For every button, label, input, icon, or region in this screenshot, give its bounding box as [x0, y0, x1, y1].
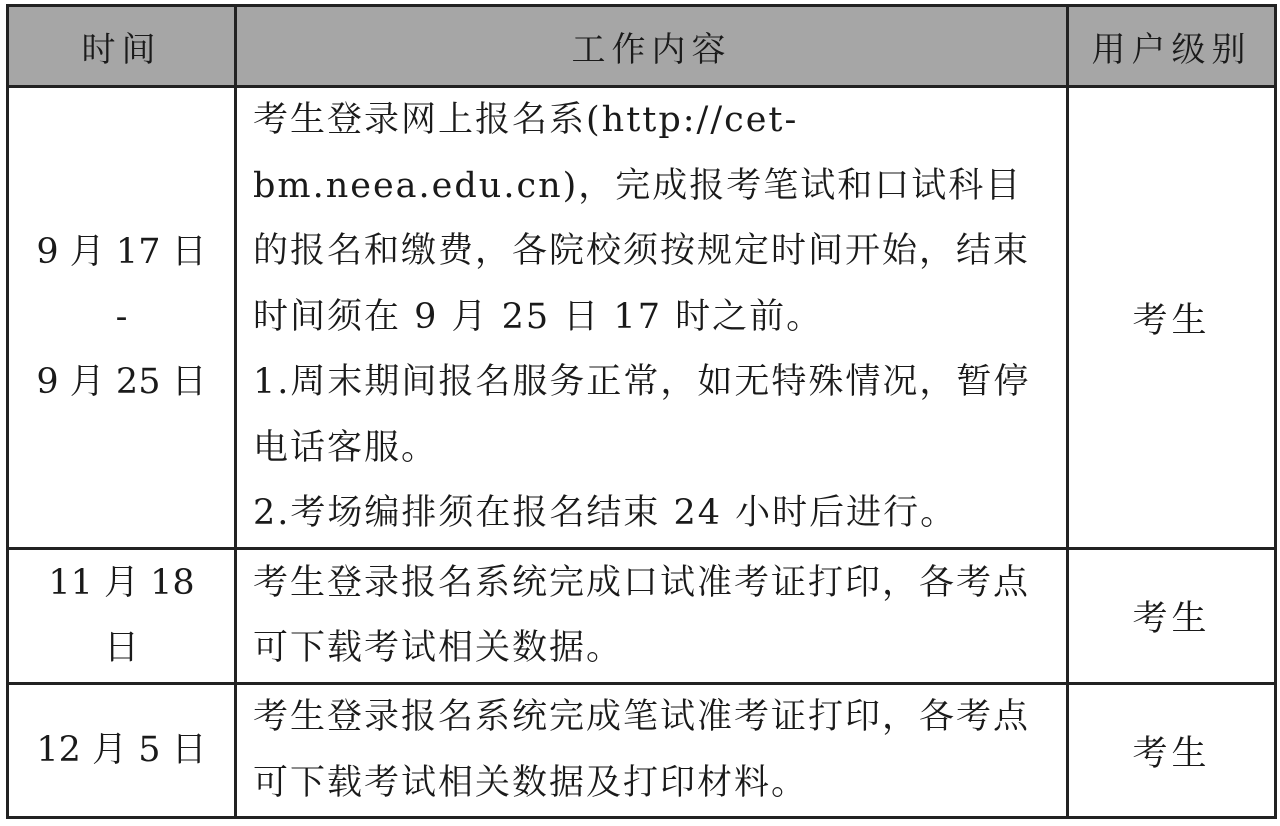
table-row [8, 684, 1276, 818]
time-cell [8, 684, 236, 818]
user-level-cell: 考生 [1068, 87, 1276, 549]
content-paragraph: 考生登录报名系统完成笔试准考证打印，各考点可下载考试相关数据及打印材料。 [253, 697, 1031, 803]
header-user-level: 用户级别 [1068, 6, 1276, 87]
header-row [8, 6, 1276, 87]
table-row [8, 549, 1276, 684]
content-paragraph: 2.考场编排须在报名结束 24 小时后进行。 [253, 493, 958, 534]
time-line: - [115, 297, 128, 337]
table-row [8, 87, 1276, 549]
time-cell [8, 87, 236, 549]
user-level-cell: 考生 [1068, 684, 1276, 818]
user-level-cell: 考生 [1068, 549, 1276, 684]
header-time: 时间 [8, 6, 236, 87]
header-content: 工作内容 [236, 6, 1068, 87]
content-paragraph: 1.周末期间报名服务正常，如无特殊情况，暂停电话客服。 [253, 362, 1031, 468]
time-line: 9 月 17 日 [36, 232, 207, 272]
schedule-table [6, 4, 1277, 819]
time-line: 12 月 5 日 [36, 730, 207, 770]
time-cell [8, 549, 236, 684]
content-paragraph: 考生登录网上报名系(http://cet-bm.neea.edu.cn)，完成报考笔试和口试科目的报名和缴费，各院校须按规定时间开始，结束时间须在 9 月 25 日 17 时之前。 [253, 100, 1031, 337]
content-cell [236, 549, 1068, 684]
content-cell [236, 87, 1068, 549]
content-cell [236, 684, 1068, 818]
content-paragraph: 考生登录报名系统完成口试准考证打印，各考点可下载考试相关数据。 [253, 562, 1031, 668]
time-line: 日 [103, 628, 139, 668]
time-line: 11 月 18 [48, 563, 195, 603]
time-line: 9 月 25 日 [36, 362, 207, 402]
